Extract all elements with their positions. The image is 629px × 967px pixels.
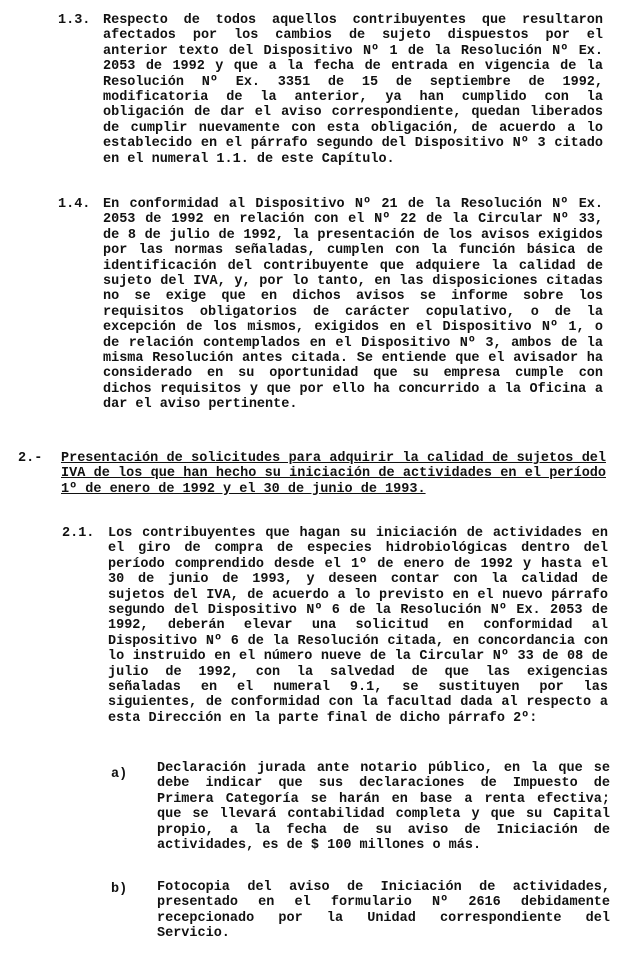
item-a-text: Declaración jurada ante notario público, en la que se debe indicar que sus declaraciones de Impuesto de Primera Categoría se harán en base a renta efectiva; que se llevará contabilidad completa y que su Capital propio, a la fecha de su aviso de Iniciación de actividades, es de $ 100 millones o más. xyxy=(157,761,610,854)
item-b-text: Fotocopia del aviso de Iniciación de actividades, presentado en el formulario Nº 2616 debidamente recepcionado por la Unidad correspondiente del Servicio. xyxy=(157,880,610,942)
section-number-2: 2.- xyxy=(18,451,43,466)
section-1-3-text: Respecto de todos aquellos contribuyentes que resultaron afectados por los cambios de sujeto dispuestos por el anterior texto del Dispositivo Nº 1 de la Resolución Nº Ex. 2053 de 1992 y que a la fecha de entrada en vigencia de la Resolución Nº Ex. 3351 de 15 de septiembre de 1992, modificatoria de la anterior, ya han cumplido con la obligación de dar el aviso correspondiente, quedan liberados de cumplir nuevamente con esta obligación, de acuerdo a lo establecido en el párrafo segundo del Dispositivo Nº 3 citado en el numeral 1.1. de este Capítulo. xyxy=(103,13,603,167)
item-a-label: a) xyxy=(111,767,128,782)
section-number-1-3: 1.3. xyxy=(58,13,91,28)
section-2-1-text: Los contribuyentes que hagan su iniciación de actividades en el giro de compra de especies hidrobiológicas dentro del período comprendido desde el 1º de enero de 1992 y hasta el 30 de junio de 1993, y deseen contar con la calidad de sujetos del IVA, de acuerdo a lo previsto en el nuevo párrafo segundo del Dispositivo Nº 6 de la Resolución Nº Ex. 2053 de 1992, deberán elevar una solicitud en conformidad al Dispositivo Nº 6 de la Resolución citada, en concordancia con lo instruido en el número nueve de la Circular Nº 33 de 08 de julio de 1992, con la salvedad de que las exigencias señaladas en el numeral 9.1, se sustituyen por las siguientes, de conformidad con la facultad dada al respecto a esta Dirección en la parte final de dicho párrafo 2º: xyxy=(108,526,608,726)
section-1-4-text: En conformidad al Dispositivo Nº 21 de la Resolución Nº Ex. 2053 de 1992 en relación con el Nº 22 de la Circular Nº 33, de 8 de julio de 1992, la presentación de los avisos exigidos por las normas señaladas, cumplen con la función básica de identificación del contribuyente que adquiere la calidad de sujeto del IVA, y, por lo tanto, en las disposiciones citadas no se exige que en dichos avisos se informe sobre los requisitos obligatorios de carácter copulativo, o de la excepción de los mismos, exigidos en el Dispositivo Nº 1, o de relación contemplados en el Dispositivo Nº 3, ambos de la misma Resolución antes citada. Se entiende que el avisador ha considerado en su oportunidad que su empresa cumple con dichos requisitos y que por ello ha concurrido a la Oficina a dar el aviso pertinente. xyxy=(103,197,603,413)
section-number-2-1: 2.1. xyxy=(62,526,95,541)
item-b-label: b) xyxy=(111,882,128,897)
section-2-title: Presentación de solicitudes para adquirir la calidad de sujetos del IVA de los que han hecho su iniciación de actividades en el período 1º de enero de 1992 y el 30 de junio de 1993. xyxy=(61,451,606,497)
section-number-1-4: 1.4. xyxy=(58,197,91,212)
